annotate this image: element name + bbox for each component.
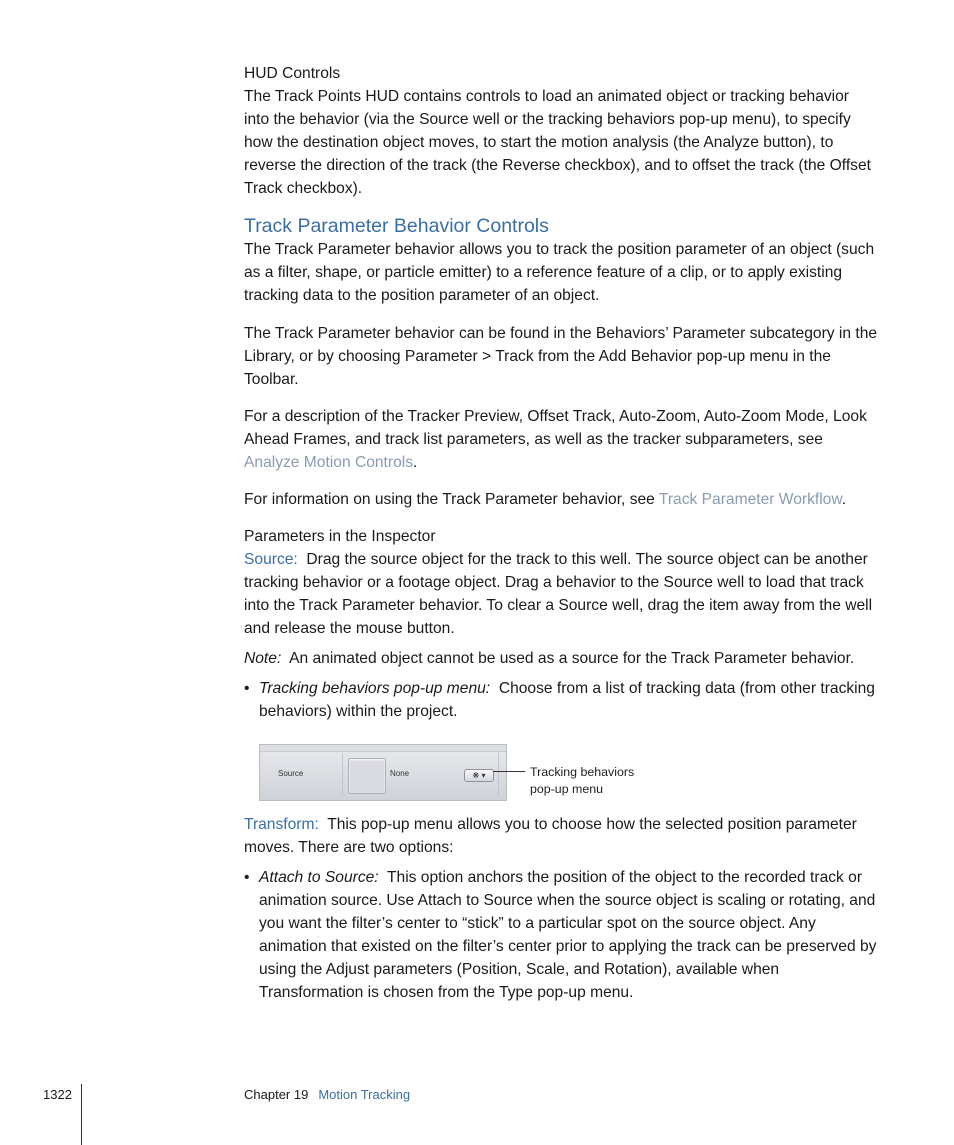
track-parameter-workflow-link[interactable]: Track Parameter Workflow bbox=[658, 491, 842, 508]
bullet-attach-to-source bbox=[244, 866, 878, 1004]
bullet-1-wrap bbox=[244, 677, 878, 723]
paragraph-4-text: For information on using the Track Parameter behavior, see bbox=[244, 491, 659, 508]
chapter-section-link[interactable]: Motion Tracking bbox=[318, 1087, 411, 1102]
chapter-label: Chapter 19 bbox=[244, 1087, 309, 1102]
figure-divider-right bbox=[498, 753, 499, 796]
footer-chapter bbox=[244, 1087, 410, 1102]
paragraph-3-text: For a description of the Tracker Preview, Offset Track, Auto-Zoom, Auto-Zoom Mode, Look Ahead Frames, and track list parameters, as well as the tracker subparameters, see bbox=[244, 408, 867, 448]
section-paragraph-3-wrap bbox=[244, 405, 878, 474]
transform-wrap bbox=[244, 813, 878, 859]
section-paragraph-4 bbox=[244, 488, 878, 511]
analyze-motion-controls-link[interactable]: Analyze Motion Controls bbox=[244, 454, 414, 471]
section-paragraph-1: The Track Parameter behavior allows you to track the position parameter of an object (such as a filter, shape, or particle emitter) to a reference feature of a clip, or to apply existing tracking data to the position parameter of an object. bbox=[244, 241, 875, 304]
note-label: Note: bbox=[244, 650, 282, 667]
section-paragraph-4-wrap bbox=[244, 488, 878, 511]
figure-callout bbox=[530, 764, 634, 798]
transform-paragraph bbox=[244, 813, 878, 859]
track-parameter-section bbox=[244, 214, 878, 307]
section-paragraph-2: The Track Parameter behavior can be found in the Behaviors’ Parameter subcategory in the Library, or by choosing Parameter > Track from the Add Behavior pop-up menu in the Toolbar. bbox=[244, 325, 878, 388]
paragraph-4-end: . bbox=[841, 491, 847, 508]
paragraph-3-end: . bbox=[413, 454, 418, 471]
inspector-heading: Parameters in the Inspector bbox=[244, 528, 436, 545]
bullet-1-label: Tracking behaviors pop-up menu: bbox=[259, 680, 491, 697]
source-well[interactable] bbox=[348, 758, 386, 794]
callout-line-2: pop-up menu bbox=[530, 782, 604, 796]
bullet-glyph: • bbox=[244, 680, 250, 697]
figure-divider-left bbox=[342, 753, 343, 796]
hud-controls-body: The Track Points HUD contains controls to load an animated object or tracking behavior into the behavior (via the Source well or the tracking behaviors pop-up menu), to specify how the destination object moves, to start the motion analysis (the Analyze button), to reverse the direction of the track (the Reverse checkbox), and to offset the track (the Offset Track checkbox). bbox=[244, 88, 871, 197]
bullet-2-wrap bbox=[244, 866, 878, 1004]
page-number: 1322 bbox=[43, 1087, 72, 1102]
transform-term: Transform: bbox=[244, 816, 319, 833]
bullet-tracking-behaviors bbox=[244, 677, 878, 723]
hud-controls-block bbox=[244, 62, 878, 200]
tracking-behaviors-popup-button[interactable]: ❋ ▾ bbox=[464, 769, 494, 782]
transform-body: This pop-up menu allows you to choose how the selected position parameter moves. There are two options: bbox=[244, 816, 857, 856]
hud-controls-heading: HUD Controls bbox=[244, 65, 341, 82]
footer-divider bbox=[81, 1084, 82, 1145]
bullet-2-label: Attach to Source: bbox=[259, 869, 379, 886]
figure-none-label: None bbox=[390, 769, 410, 778]
bullet-1-body: Choose from a list of tracking data (from other tracking behaviors) within the project. bbox=[259, 680, 875, 720]
figure-source-label: Source bbox=[278, 769, 304, 778]
bullet-glyph: • bbox=[244, 869, 250, 886]
figure-top-strip bbox=[260, 745, 506, 752]
source-paragraph bbox=[244, 548, 878, 640]
note-body: An animated object cannot be used as a source for the Track Parameter behavior. bbox=[289, 650, 855, 667]
note-paragraph bbox=[244, 647, 878, 670]
section-paragraph-3 bbox=[244, 405, 878, 474]
callout-line-1: Tracking behaviors bbox=[530, 765, 635, 779]
inspector-block bbox=[244, 525, 878, 640]
source-term: Source: bbox=[244, 551, 298, 568]
note-wrap bbox=[244, 647, 878, 670]
inspector-screenshot-figure bbox=[259, 744, 507, 801]
source-body: Drag the source object for the track to this well. The source object can be another tracking behavior or a footage object. Drag a behavior to the Source well to load that track into the Track Parameter behavior. To clear a Source well, drag the item away from the well and release the mouse button. bbox=[244, 551, 873, 637]
section-title: Track Parameter Behavior Controls bbox=[244, 215, 549, 237]
callout-line bbox=[493, 771, 525, 772]
section-paragraph-2-wrap bbox=[244, 322, 878, 391]
bullet-2-body: This option anchors the position of the object to the recorded track or animation source. Use Attach to Source when the source object is scaling or rotating, and you want the filter’s center to “stick” to a particular spot on the source object. Any animation that existed on the filter’s center prior to applying the track can be preserved by using the Adjust parameters (Position, Scale, and Rotation), available when Transformation is chosen from the Type pop-up menu. bbox=[259, 869, 877, 1001]
